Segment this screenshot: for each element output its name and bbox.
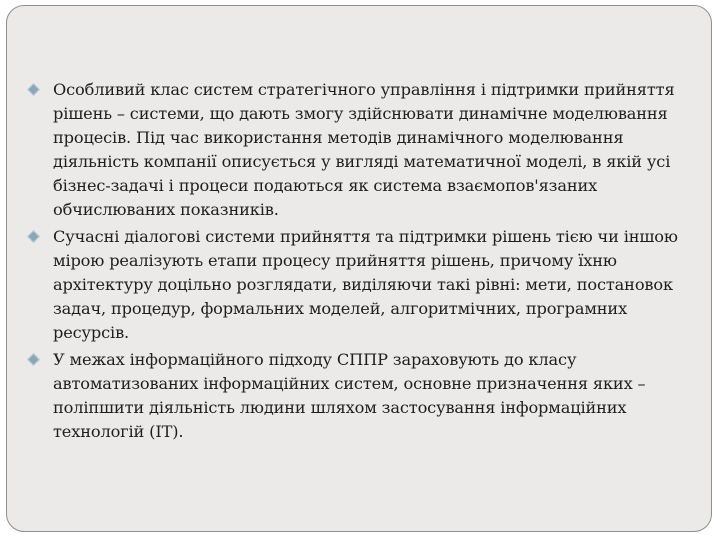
diamond-bullet-icon: [27, 353, 40, 366]
diamond-bullet-icon: [27, 230, 40, 243]
bullet-item-1: [29, 78, 699, 222]
slide-panel: [6, 5, 712, 532]
bullet-item-3: [29, 348, 699, 444]
bullet-item-2: [29, 225, 699, 345]
bullet-list: [29, 78, 699, 447]
bullet-text-3: У межах інформаційного підходу СППР зараховують до класу автоматизованих інформаційних систем, основне призначення яких – поліпшити діяльність людини шляхом застосування інформаційних технологій (ІТ).: [53, 350, 646, 441]
bullet-text-1: Особливий клас систем стратегічного управління і підтримки прийняття рішень – системи, що дають змогу здійснювати динамічне моделювання процесів. Під час використання методів динамічного моделювання діяльність компанії описується у вигляді математичної моделі, в якій усі бізнес-задачі і процеси подаються як система взаємопов'язаних обчислюваних показників.: [53, 80, 675, 219]
diamond-bullet-icon: [27, 83, 40, 96]
bullet-text-2: Сучасні діалогові системи прийняття та підтримки рішень тією чи іншою мірою реалізують етапи процесу прийняття рішень, причому їхню архітектуру доцільно розглядати, виділяючи такі рівні: мети, постановок задач, процедур, формальних моделей, алгоритмічних, програмних ресурсів.: [53, 227, 678, 342]
